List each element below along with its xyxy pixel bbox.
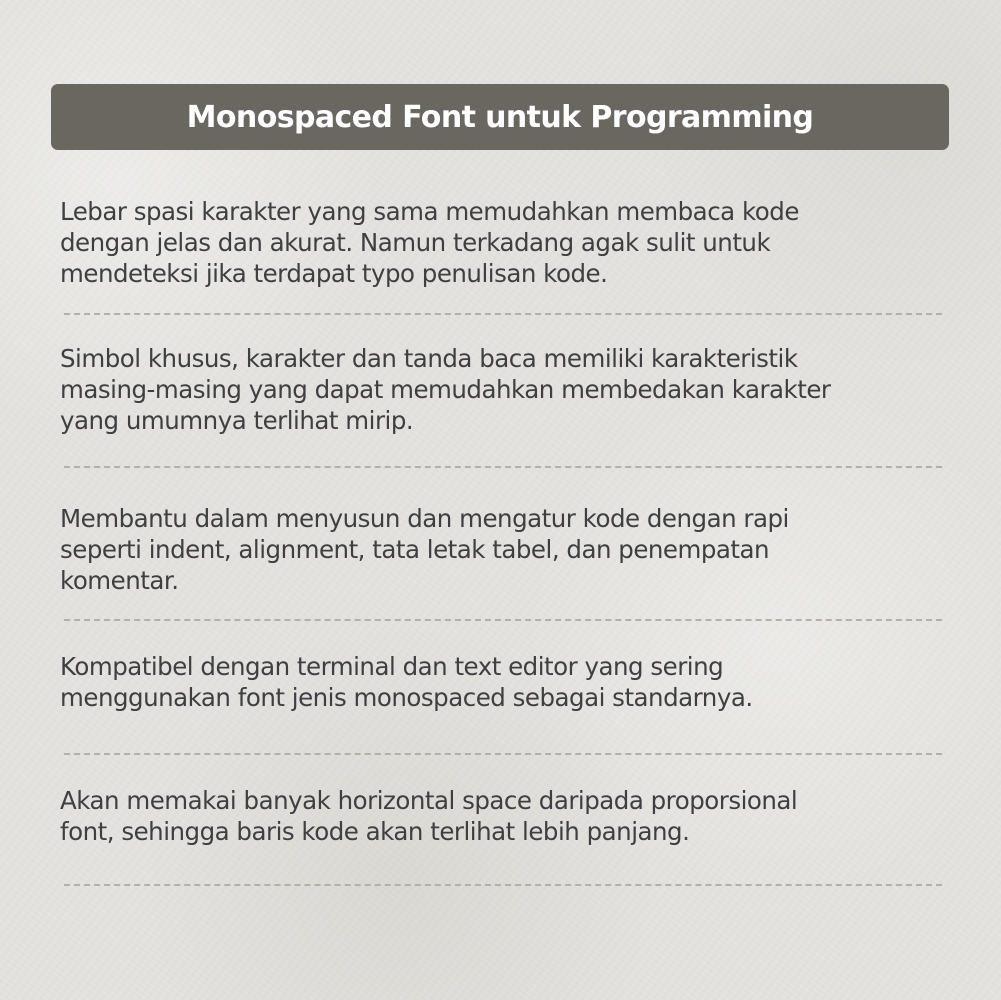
page-title: Monospaced Font untuk Programming	[186, 99, 814, 135]
point-3-line-3: komentar.	[60, 566, 179, 595]
point-3-line-1: Membantu dalam menyusun dan mengatur kode dengan rapi	[60, 504, 789, 533]
point-1-line-1: Lebar spasi karakter yang sama memudahkan membaca kode	[60, 197, 799, 226]
divider	[64, 753, 942, 755]
divider	[64, 619, 942, 621]
point-3-line-2: seperti indent, alignment, tata letak tabel, dan penempatan	[60, 535, 770, 564]
point-4	[60, 651, 950, 713]
point-1-line-2: dengan jelas dan akurat. Namun terkadang agak sulit untuk	[60, 228, 771, 257]
point-5-line-2: font, sehingga baris kode akan terlihat lebih panjang.	[60, 817, 690, 846]
point-5	[60, 785, 950, 847]
point-5-line-1: Akan memakai banyak horizontal space daripada proporsional	[60, 786, 798, 815]
point-2-line-2: masing-masing yang dapat memudahkan membedakan karakter	[60, 375, 831, 404]
point-2-line-1: Simbol khusus, karakter dan tanda baca memiliki karakteristik	[60, 344, 798, 373]
point-2-line-3: yang umumnya terlihat mirip.	[60, 406, 414, 435]
point-1-line-3: mendeteksi jika terdapat typo penulisan kode.	[60, 259, 608, 288]
point-4-line-1: Kompatibel dengan terminal dan text editor yang sering	[60, 652, 724, 681]
point-1	[60, 196, 950, 289]
point-4-line-2: menggunakan font jenis monospaced sebagai standarnya.	[60, 683, 753, 712]
title-bar	[51, 84, 949, 150]
divider	[64, 313, 942, 315]
divider	[64, 884, 942, 886]
divider	[64, 466, 942, 468]
point-3	[60, 503, 950, 596]
point-2	[60, 343, 950, 436]
